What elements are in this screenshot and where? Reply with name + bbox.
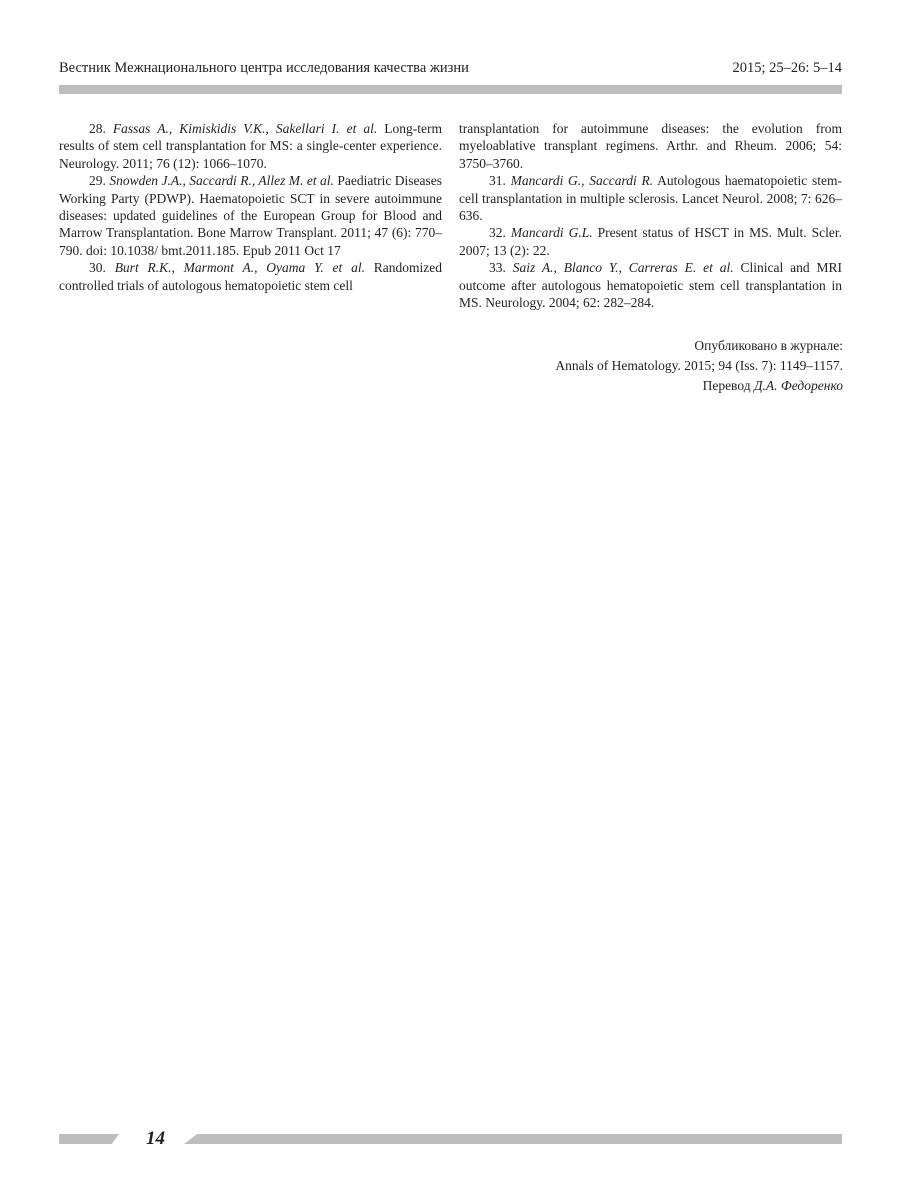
- reference-number: 28.: [89, 121, 106, 136]
- reference-text: Paediatric Diseases Working Party (PDWP). Haematopoietic SCT in severe autoimmune diseases: updated guidelines of the European Group for Blood and Marrow Transplantation. Bone Marrow Transplant. 2011; 47 (6): 770–790. doi: 10.1038/ bmt.2011.185. Epub 2011 Oct 17: [59, 173, 443, 258]
- translation-credit: [555, 376, 843, 396]
- reference-text: Clinical and MRI outcome after autologous hematopoietic stem cell transplantation in MS. Neurology. 2004; 62: 282–284.: [459, 260, 842, 311]
- reference-number: 32.: [489, 225, 506, 241]
- reference-number: 31.: [489, 173, 506, 189]
- reference-number: 29.: [89, 173, 106, 189]
- reference-text: Randomized controlled trials of autologous hematopoietic stem cell: [59, 260, 443, 293]
- page-number: 14: [146, 1128, 165, 1149]
- reference-number: 30.: [89, 260, 106, 276]
- reference-31: [459, 172, 842, 224]
- reference-29: [59, 172, 442, 259]
- reference-authors: Saiz A., Blanco Y., Carreras E. et al.: [512, 260, 734, 276]
- translator-name: Д.А. Федоренко: [753, 378, 843, 393]
- reference-text: Present status of HSCT in MS. Mult. Scler. 2007; 13 (2): 22.: [459, 225, 843, 258]
- reference-32: [459, 224, 842, 259]
- translation-label: Перевод: [702, 378, 751, 393]
- header-rule: [59, 85, 842, 94]
- reference-text: Autologous haematopoietic stem-cell transplantation in multiple sclerosis. Lancet Neurol. 2008; 7: 626–636.: [459, 173, 842, 224]
- published-in-label: Опубликовано в журнале:: [694, 338, 843, 353]
- reference-30: [59, 259, 442, 294]
- journal-title: Вестник Межнационального центра исследования качества жизни: [59, 60, 469, 76]
- issue-info: 2015; 25–26: 5–14: [732, 60, 842, 76]
- footer-rule-right: [184, 1134, 842, 1144]
- reference-33: [459, 259, 842, 311]
- publication-note: [555, 336, 843, 396]
- reference-authors: Snowden J.A., Saccardi R., Allez M. et al.: [109, 173, 334, 189]
- reference-number: 33.: [489, 260, 506, 276]
- reference-authors: Mancardi G.L.: [510, 225, 593, 241]
- reference-text: Long-term results of stem cell transplantation for MS: a single-center experience. Neurology. 2011; 76 (12): 1066–1070.: [59, 121, 442, 171]
- reference-28: [59, 120, 442, 172]
- running-header: [59, 60, 842, 84]
- footer-rule-left: [59, 1134, 119, 1144]
- reference-authors: Mancardi G., Saccardi R.: [510, 173, 654, 189]
- reference-30-continued: [459, 120, 842, 172]
- reference-authors: Fassas A., Kimiskidis V.K., Sakellari I. et al.: [112, 121, 378, 136]
- publication-source: Annals of Hematology. 2015; 94 (Iss. 7): 1149–1157.: [555, 358, 843, 373]
- references-right-column: [459, 120, 842, 311]
- references-left-column: [59, 120, 442, 294]
- reference-text: transplantation for autoimmune diseases: the evolution from myeloablative transplant regimens. Arthr. and Rheum. 2006; 54: 3750–3760.: [459, 121, 842, 171]
- reference-authors: Burt R.K., Marmont A., Oyama Y. et al.: [114, 260, 365, 276]
